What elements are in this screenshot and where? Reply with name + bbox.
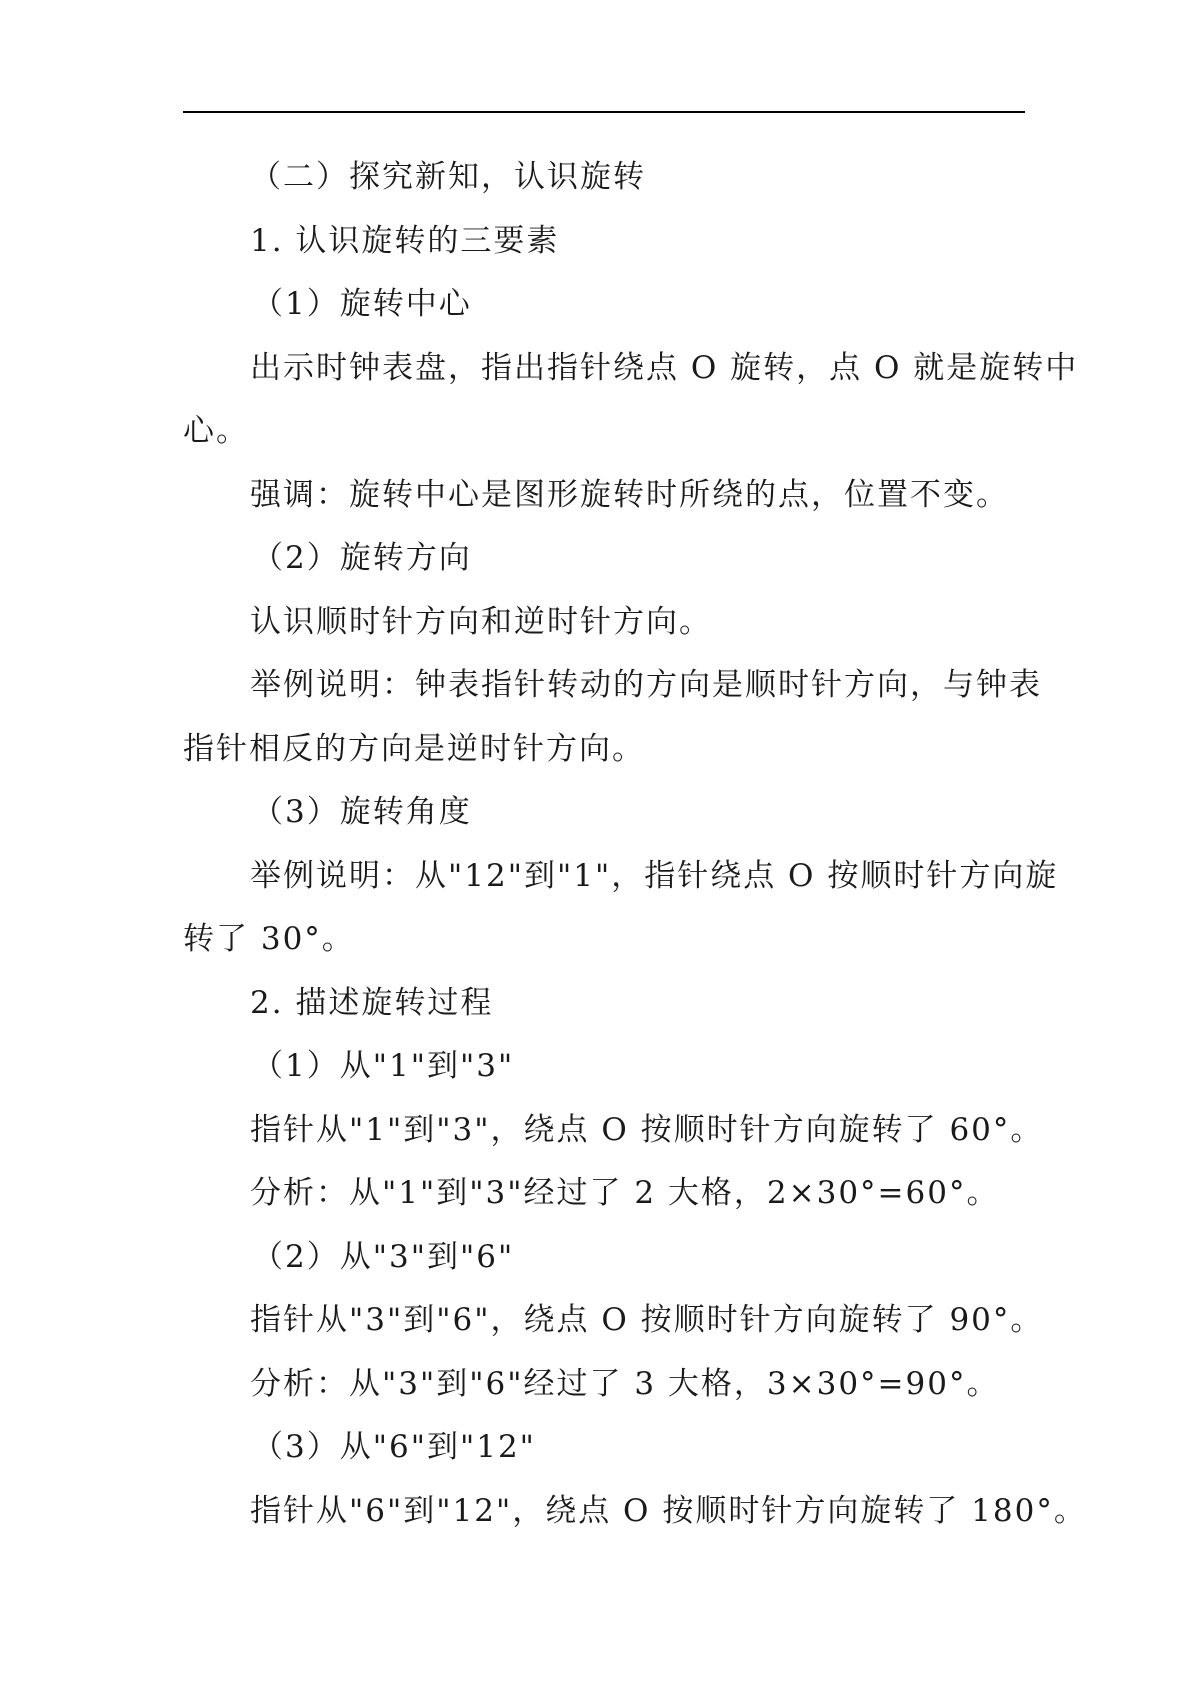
paragraph-line: 举例说明：钟表指针转动的方向是顺时针方向，与钟表 [250,667,1042,703]
subheading: （1）从"1"到"3" [252,1048,515,1084]
numbered-heading: 2. 描述旋转过程 [250,985,494,1021]
paragraph-line: 认识顺时针方向和逆时针方向。 [250,604,712,640]
paragraph-line: 指针从"3"到"6"，绕点 O 按顺时针方向旋转了 90°。 [250,1302,1044,1338]
paragraph-line: 分析：从"1"到"3"经过了 2 大格，2×30°=60°。 [250,1175,1000,1211]
paragraph-line: 指针从"1"到"3"，绕点 O 按顺时针方向旋转了 60°。 [250,1112,1044,1148]
header-rule [183,111,1025,113]
paragraph-line: 出示时钟表盘，指出指针绕点 O 旋转，点 O 就是旋转中 [250,350,1079,386]
subheading: （3）旋转角度 [252,794,472,830]
subheading: （2）从"3"到"6" [252,1239,515,1275]
subheading: （1）旋转中心 [252,286,472,322]
paragraph-continuation: 心。 [183,413,249,449]
paragraph-line: 强调：旋转中心是图形旋转时所绕的点，位置不变。 [250,477,1009,513]
numbered-heading: 1. 认识旋转的三要素 [250,223,560,259]
subheading: （3）从"6"到"12" [252,1429,536,1465]
paragraph-line: 指针从"6"到"12"，绕点 O 按顺时针方向旋转了 180°。 [250,1493,1087,1529]
paragraph-continuation: 转了 30°。 [183,921,355,957]
subheading: （2）旋转方向 [252,540,472,576]
paragraph-continuation: 指针相反的方向是逆时针方向。 [183,731,645,767]
section-heading: （二）探究新知，认识旋转 [250,159,646,195]
paragraph-line: 分析：从"3"到"6"经过了 3 大格，3×30°=90°。 [250,1366,1000,1402]
paragraph-line: 举例说明：从"12"到"1"，指针绕点 O 按顺时针方向旋 [250,858,1059,894]
